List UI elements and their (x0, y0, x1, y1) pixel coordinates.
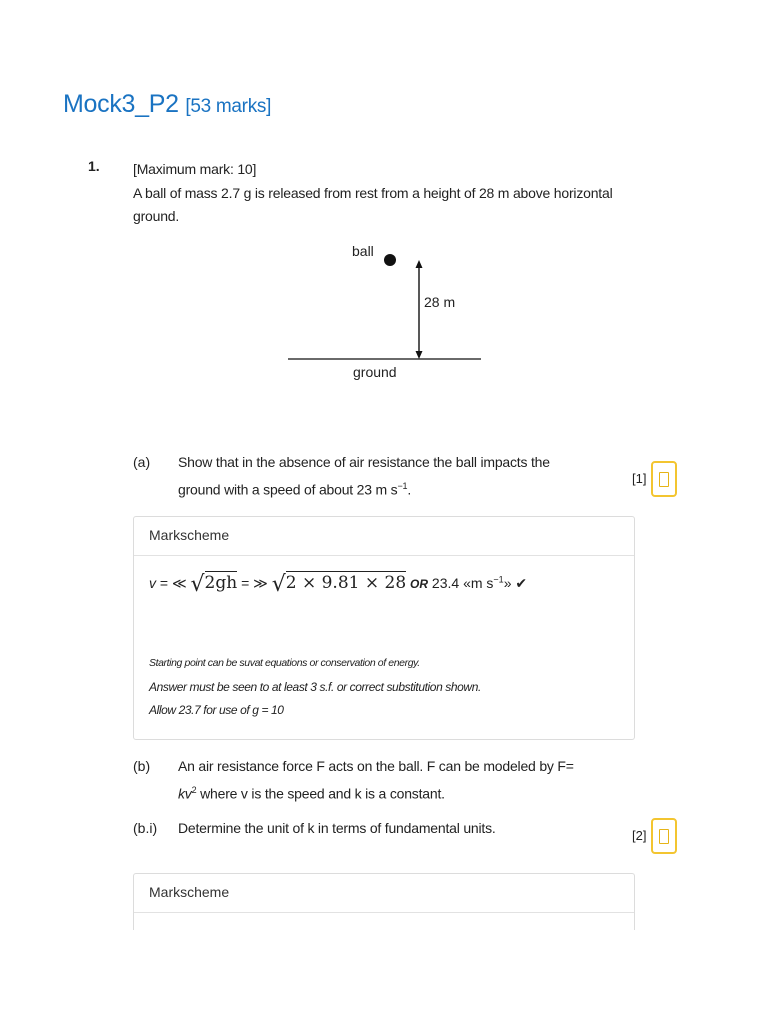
markscheme-a-equation (149, 572, 527, 597)
eq-radicand-2: 2 × 9.81 × 28 (285, 573, 407, 593)
part-a-text (178, 451, 598, 502)
part-b-line2 (178, 779, 598, 806)
part-a-mark-button[interactable] (651, 461, 677, 497)
sqrt-symbol-1: √ (190, 572, 205, 597)
diagram-svg (285, 238, 485, 388)
arrow-head-down (416, 351, 423, 359)
eq-equals-1: = ≪ (156, 575, 187, 591)
markscheme-a-note3: Allow 23.7 for use of g = 10 (149, 703, 284, 717)
stem-text: A ball of mass 2.7 g is released from rest from a height of 28 m above horizontal ground. (133, 184, 613, 224)
question-number: 1. (88, 158, 100, 174)
max-mark: [Maximum mark: 10] (133, 161, 257, 177)
markscheme-a-heading: Markscheme (134, 517, 634, 556)
part-b-label: (b) (133, 758, 151, 774)
markscheme-a-note1: Starting point can be suvat equations or conservation of energy. (149, 657, 420, 669)
eq-or: OR (410, 577, 429, 591)
height-label: 28 m (424, 294, 456, 310)
title-marks: [53 marks] (185, 96, 272, 117)
ball-marker (384, 254, 396, 266)
eq-result-pre: 23.4 «m s (428, 575, 494, 591)
arrow-head-up (416, 260, 423, 268)
part-b-line2-post: where v is the speed and k is a constant. (196, 785, 445, 802)
part-a-unit-exp: −1 (397, 480, 408, 491)
part-a-line2 (178, 475, 598, 502)
eq-radicand-1: 2gh (204, 573, 238, 593)
part-bi-label: (b.i) (133, 820, 158, 836)
eq-equals-2: = ≫ (241, 575, 272, 591)
ball-label: ball (352, 243, 374, 259)
part-a-line2-post: . (407, 481, 412, 498)
part-a-label: (a) (133, 454, 151, 470)
part-b-exp: 2 (191, 784, 197, 795)
markscheme-bi-heading: Markscheme (134, 874, 634, 913)
markscheme-a (133, 516, 635, 740)
sqrt-symbol-2: √ (271, 572, 286, 597)
part-b-kv: kv (178, 785, 192, 802)
checkbox-icon (659, 829, 669, 844)
part-bi-text: Determine the unit of k in terms of fundamental units. (178, 820, 496, 836)
eq-v: v (149, 575, 156, 591)
eq-result-post: » ✔ (503, 575, 528, 591)
title-text: Mock3_P2 (63, 90, 179, 118)
markscheme-a-note2: Answer must be seen to at least 3 s.f. or correct substitution shown. (149, 680, 481, 694)
ground-label: ground (353, 364, 397, 380)
part-a-line2-pre: ground with a speed of about 23 m s (178, 481, 398, 498)
part-a-marks: [1] (632, 471, 647, 486)
eq-result-exp: −1 (493, 574, 504, 585)
checkbox-icon (659, 472, 669, 487)
part-b-line1: An air resistance force F acts on the ball. F can be modeled by F= (178, 758, 574, 774)
part-a-line1: Show that in the absence of air resistance the ball impacts the (178, 454, 550, 470)
page-title (63, 90, 271, 119)
ball-height-diagram (285, 238, 485, 393)
part-bi-mark-button[interactable] (651, 818, 677, 854)
part-bi-marks: [2] (632, 828, 647, 843)
markscheme-bi (133, 873, 635, 930)
part-b-text (178, 755, 598, 806)
question-stem (133, 158, 643, 229)
